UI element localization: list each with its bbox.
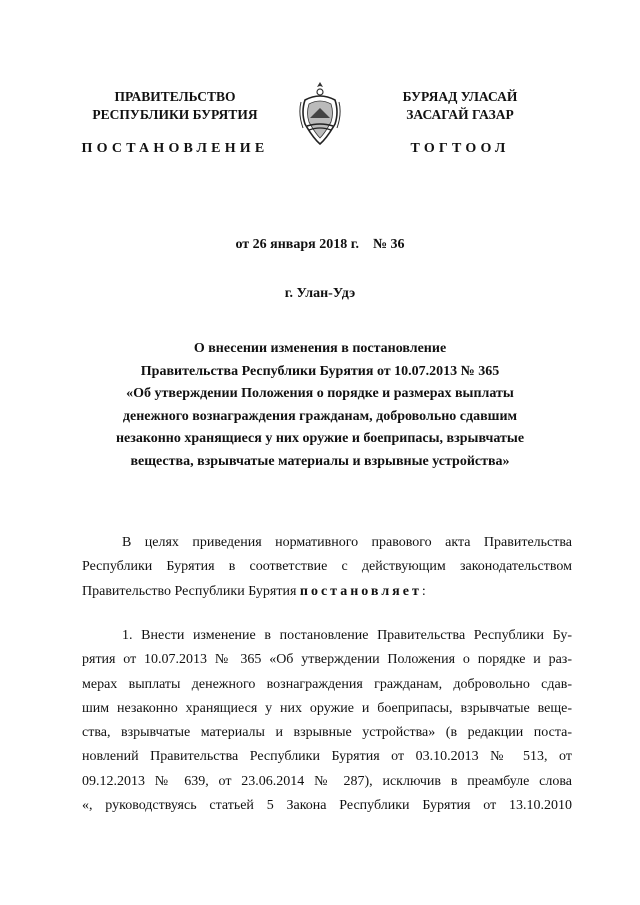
- issuer-line-1: ПРАВИТЕЛЬСТВО: [114, 89, 236, 104]
- issuer-buryat-line-2: ЗАСАГАЙ ГАЗАР: [406, 107, 514, 122]
- preamble-line: [82, 580, 572, 604]
- issuer-name-russian: [85, 88, 265, 124]
- title-line: «Об утверждении Положения о порядке и размерах выплаты: [126, 386, 514, 401]
- item-line: 09.12.2013 № 639, от 23.06.2014 № 287), исключив в преамбуле слова: [82, 773, 572, 789]
- item-line: шим незаконно хранящиеся у них оружие и боеприпасы, взрывчатые веще-: [82, 700, 572, 716]
- document-type-buryat: ТОГТООЛ: [410, 141, 510, 156]
- title-line: О внесении изменения в постановление: [193, 341, 447, 356]
- coat-of-arms-emblem: [295, 78, 345, 148]
- issuer-buryat-line-1: БУРЯАД УЛАСАЙ: [402, 89, 518, 104]
- item-line: рятия от 10.07.2013 № 365 «Об утверждении Положения о порядке и раз-: [82, 652, 572, 668]
- item-line: мерах выплаты денежного вознаграждения гражданам, добровольно сдав-: [82, 676, 572, 692]
- preamble-line-text: Правительство Республики Бурятия: [82, 583, 300, 599]
- document-title: [100, 338, 540, 473]
- title-line: вещества, взрывчатые материалы и взрывные устройства»: [130, 453, 510, 469]
- document-number: № 36: [372, 237, 405, 252]
- item-line: 1. Внести изменение в постановление Правительства Республики Бу-: [122, 628, 572, 643]
- title-line: незаконно хранящиеся у них оружие и боеприпасы, взрывчатые: [115, 431, 525, 446]
- preamble-line: Республики Бурятия в соответствие с действующим законодательством: [82, 559, 572, 575]
- issuer-line-2: РЕСПУБЛИКИ БУРЯТИЯ: [92, 107, 258, 122]
- item-line: новлений Правительства Республики Бурятия от 03.10.2013 № 513, от: [82, 749, 572, 765]
- item-line: «, руководствуясь статьей 5 Закона Республики Бурятия от 13.10.2010: [82, 798, 572, 814]
- date-number-line: [0, 237, 640, 253]
- title-line: денежного вознаграждения гражданам, добровольно сдавшим: [122, 408, 518, 424]
- preamble-line: В целях приведения нормативного правового акта Правительства: [122, 535, 572, 550]
- preamble-paragraph: [82, 531, 572, 604]
- item-line: ства, взрывчатые материалы и взрывные устройства» (в редакции поста-: [82, 725, 572, 741]
- issuer-name-buryat: [370, 88, 550, 124]
- preamble-line-end: :: [421, 583, 426, 599]
- resolves-word: постановляет: [299, 583, 422, 599]
- document-type-russian: ПОСТАНОВЛЕНИЕ: [81, 141, 269, 156]
- item-1-paragraph: [82, 624, 572, 818]
- title-line: Правительства Республики Бурятия от 10.07.2013 № 365: [140, 363, 500, 379]
- document-date: от 26 января 2018 г.: [235, 237, 359, 252]
- document-city: г. Улан-Удэ: [284, 286, 356, 301]
